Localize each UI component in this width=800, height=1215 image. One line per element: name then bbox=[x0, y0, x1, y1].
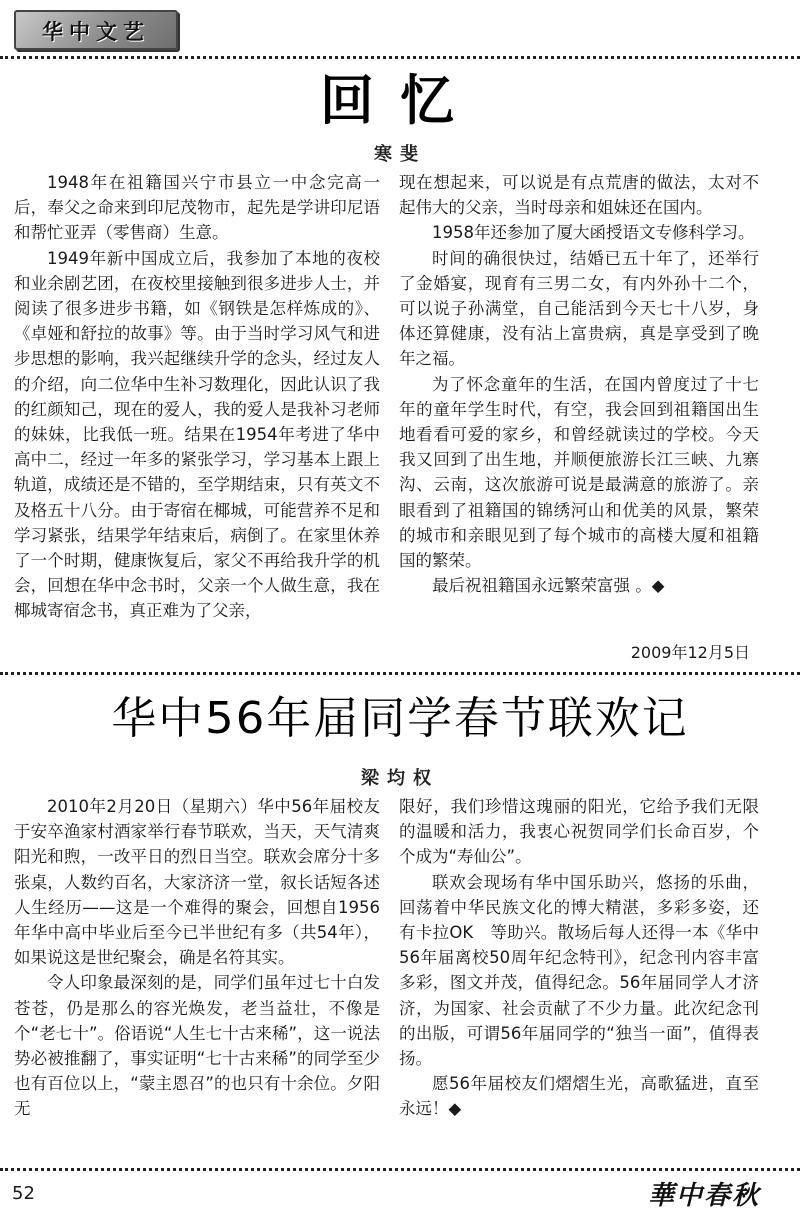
paragraph: 1958年还参加了厦大函授语文专修科学习。 bbox=[432, 223, 755, 243]
paragraph: 时间的确很快过，结婚已五十年了，还举行了金婚宴，现育有三男二女，有内外孙十二个，可以说子孙满堂，自己能活到今天七十八岁，身体还算健康，没有沾上富贵病，真是享受到了晚年之福。 bbox=[399, 248, 759, 369]
publication-logo: 華中春秋 bbox=[647, 1181, 760, 1211]
article1-title: 回忆 bbox=[320, 68, 480, 132]
article1-column-right bbox=[399, 170, 759, 598]
section-tag-label: 华中文艺 bbox=[42, 20, 150, 44]
article2-column-left bbox=[14, 794, 380, 1122]
paragraph: 愿56年届校友们熠熠生光，高歌猛进，直至永远！◆ bbox=[399, 1074, 759, 1119]
paragraph: 2010年2月20日（星期六）华中56年届校友于安卒渔家村酒家举行春节联欢，当天，天气清爽阳光和煦，一改平日的烈日当空。联欢会席分十多张桌，人数约百名，大家济济一堂，叙长话短各述人生经历——这是一个难得的聚会，回想自1956年华中高中毕业后至今已半世纪有多（共54年），如果说这是世纪聚会，确是名符其实。 bbox=[14, 797, 380, 968]
article2-column-right bbox=[399, 794, 759, 1122]
paragraph: 为了怀念童年的生活，在国内曾度过了十七年的童年学生时代，有空，我会回到祖籍国出生地看看可爱的家乡，和曾经就读过的学校。今天我又回到了出生地，并顺便旅游长江三峡、九寨沟、云南，这次旅游可说是最满意的旅游了。亲眼看到了祖籍国的锦绣河山和优美的风景，繁荣的城市和亲眼见到了每个城市的高楼大厦和祖籍国的繁荣。 bbox=[399, 374, 759, 571]
paragraph: 联欢会现场有华中国乐助兴，悠扬的乐曲，回荡着中华民族文化的博大精湛，多彩多姿，还有卡拉OK 等助兴。散场后每人还得一本《华中56年届离校50周年纪念特刊》，纪念刊内容丰富多彩，图文并茂，值得纪念。56年届同学人才济济，为国家、社会贡献了不少力量。此次纪念刊的出版，可谓56年届同学的“独当一面”，值得表扬。 bbox=[399, 872, 759, 1069]
paragraph: 现在想起来，可以说是有点荒唐的做法，太对不起伟大的父亲，当时母亲和姐妹还在国内。 bbox=[399, 173, 759, 218]
middle-divider bbox=[0, 672, 800, 675]
article2-title: 华中56年届同学春节联欢记 bbox=[111, 693, 689, 744]
page-number: 52 bbox=[12, 1183, 35, 1204]
bottom-divider bbox=[0, 1168, 800, 1171]
paragraph: 1949年新中国成立后，我参加了本地的夜校和业余剧艺团，在夜校里接触到很多进步人士，并阅读了很多进步书籍，如《钢铁是怎样炼成的》、《卓娅和舒拉的故事》等。由于当时学习风气和进步思想的影响，我兴起继续升学的念头，经过友人的介绍，向二位华中生补习数理化，因此认识了我的红颜知己，现在的爱人，我的爱人是我补习老师的妹妹，比我低一班。结果在1954年考进了华中高中二，经过一年多的紧张学习，学习基本上跟上轨道，成绩还是不错的，至学期结束，只有英文不及格五十八分。由于寄宿在椰城，可能营养不足和学习紧张，结果学年结束后，病倒了。在家里休养了一个时期，健康恢复后，家父不再给我升学的机会，回想在华中念书时，父亲一个人做生意，我在椰城寄宿念书，真正难为了父亲， bbox=[14, 248, 380, 621]
article1-column-left bbox=[14, 170, 380, 624]
paragraph: 令人印象最深刻的是，同学们虽年过七十白发苍苍，仍是那么的容光焕发，老当益壮，不像是个“老七十”。俗语说“人生七十古来稀”，这一说法势必被推翻了，事实证明“七十古来稀”的同学至少也有百位以上，“蒙主恩召”的也只有十余位。夕阳无 bbox=[14, 973, 380, 1119]
top-divider bbox=[0, 56, 800, 59]
paragraph: 限好，我们珍惜这瑰丽的阳光，它给予我们无限的温暖和活力，我衷心祝贺同学们长命百岁，个个成为“寿仙公”。 bbox=[399, 797, 759, 867]
paragraph: 最后祝祖籍国永远繁荣富强 。◆ bbox=[432, 576, 665, 596]
paragraph: 1948年在祖籍国兴宁市县立一中念完高一后，奉父之命来到印尼茂物市，起先是学讲印尼语和帮忙亚弄（零售商）生意。 bbox=[14, 173, 380, 243]
section-tag bbox=[14, 10, 178, 50]
article2-author: 梁均权 bbox=[361, 768, 439, 789]
article1-author: 寒斐 bbox=[374, 144, 426, 165]
article1-date: 2009年12月5日 bbox=[630, 643, 750, 662]
